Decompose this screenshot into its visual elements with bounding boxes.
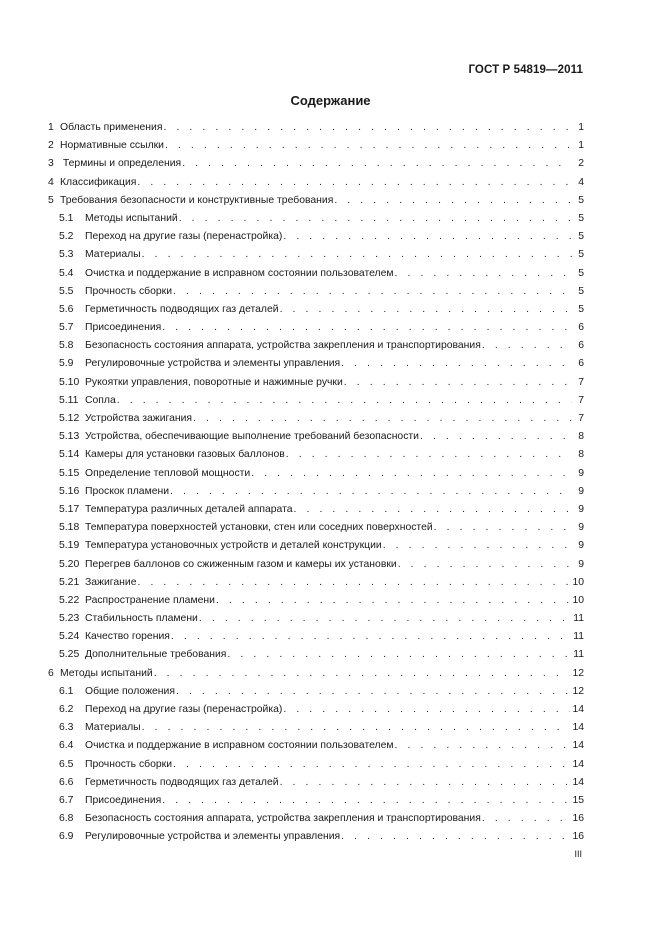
toc-entry-number: 5.20 <box>59 558 80 570</box>
toc-entry-page: 5 <box>578 267 584 279</box>
toc-entry[interactable] <box>48 483 584 501</box>
toc-entry-page: 7 <box>578 376 584 388</box>
toc-entry-page: 9 <box>578 558 584 570</box>
toc-entry-page: 5 <box>578 212 584 224</box>
toc-dot-leader <box>162 792 570 810</box>
toc-entry-page: 1 <box>578 122 584 133</box>
toc-dot-leader <box>398 556 572 574</box>
toc-entry-number: 6.2 <box>59 704 74 715</box>
toc-entry-title: Прочность сборки <box>85 285 173 297</box>
toc-entry-number: 5.5 <box>59 285 74 297</box>
toc-entry-page: 9 <box>578 467 584 479</box>
toc-dot-leader <box>117 392 572 410</box>
toc-entry-title: Область применения <box>60 122 163 133</box>
toc-entry-number: 5.15 <box>59 467 80 479</box>
toc-dot-leader <box>294 501 573 519</box>
toc-entry-number: 5.12 <box>59 413 80 424</box>
toc-entry[interactable] <box>48 155 584 173</box>
toc-dot-leader <box>344 374 572 392</box>
toc-dot-leader <box>199 610 571 628</box>
toc-entry-number: 2 <box>48 140 54 152</box>
toc-entry[interactable] <box>48 119 584 137</box>
toc-entry-number: 5.25 <box>59 649 80 661</box>
toc-entry[interactable] <box>48 556 584 574</box>
toc-entry-page: 6 <box>578 340 584 352</box>
toc-entry-page: 7 <box>578 413 584 424</box>
toc-entry-number: 1 <box>48 122 54 133</box>
toc-entry-page: 5 <box>578 303 584 315</box>
toc-entry-number: 5.8 <box>59 340 74 352</box>
toc-entry[interactable] <box>48 828 584 846</box>
toc-entry[interactable] <box>48 265 584 283</box>
toc-entry-page: 16 <box>572 813 584 825</box>
toc-entry-number: 5.2 <box>59 231 74 243</box>
toc-entry-number: 5.9 <box>59 358 74 370</box>
toc-entry-number: 5.17 <box>59 503 80 515</box>
toc-entry-page: 10 <box>572 594 584 606</box>
toc-entry-number: 5.16 <box>59 485 80 497</box>
toc-dot-leader <box>193 410 572 428</box>
toc-entry[interactable] <box>48 701 584 719</box>
toc-entry[interactable] <box>48 665 584 683</box>
toc-entry-page: 5 <box>578 285 584 297</box>
toc-entry-page: 9 <box>578 540 584 552</box>
toc-entry-title: Герметичность подводящих газ деталей <box>85 776 279 788</box>
toc-title: Содержание <box>290 93 371 108</box>
toc-entry-page: 8 <box>578 431 584 443</box>
toc-entry-title: Проскок пламени <box>85 485 170 497</box>
toc-entry-number: 6.7 <box>59 794 74 806</box>
toc-entry-title: Безопасность состояния аппарата, устройства закрепления и транспортирования <box>85 340 481 352</box>
toc-entry-title: Рукоятки управления, поворотные и нажимные ручки <box>85 376 343 388</box>
toc-entry[interactable] <box>48 646 584 664</box>
toc-entry-page: 12 <box>572 667 584 679</box>
toc-entry-number: 6.4 <box>59 740 74 752</box>
toc-dot-leader <box>170 483 572 501</box>
toc-entry-title: Стабильность пламени <box>85 613 198 625</box>
toc-entry-title: Устройства зажигания <box>85 413 193 424</box>
toc-entry-title: Общие положения <box>85 685 175 697</box>
toc-entry-page: 14 <box>572 776 584 788</box>
toc-entry-number: 5.10 <box>59 376 80 388</box>
toc-entry-page: 9 <box>578 503 584 515</box>
toc-entry-page: 8 <box>578 449 584 461</box>
toc-entry-number: 6.3 <box>59 722 74 734</box>
toc-entry[interactable] <box>48 337 584 355</box>
toc-dot-leader <box>171 628 571 646</box>
toc-dot-leader <box>283 228 572 246</box>
toc-entry[interactable] <box>48 446 584 464</box>
toc-entry-title: Методы испытаний <box>60 667 153 679</box>
toc-dot-leader <box>341 355 572 373</box>
toc-entry[interactable] <box>48 228 584 246</box>
toc-entry-title: Регулировочные устройства и элементы управления <box>85 358 341 370</box>
toc-entry-page: 6 <box>578 322 584 334</box>
toc-entry[interactable] <box>48 756 584 774</box>
toc-dot-leader <box>173 756 570 774</box>
toc-entry[interactable] <box>48 174 584 192</box>
toc-entry-number: 6.8 <box>59 813 74 825</box>
toc-entry-page: 12 <box>572 685 584 697</box>
toc-entry[interactable] <box>48 501 584 519</box>
toc-dot-leader <box>137 174 572 192</box>
toc-dot-leader <box>142 246 572 264</box>
toc-dot-leader <box>227 646 571 664</box>
toc-entry-page: 14 <box>572 758 584 770</box>
toc-entry-page: 11 <box>573 649 584 661</box>
toc-entry-title: Материалы <box>85 249 141 261</box>
toc-entry-page: 9 <box>578 485 584 497</box>
toc-entry[interactable] <box>48 374 584 392</box>
toc-entry[interactable] <box>48 301 584 319</box>
toc-entry-title: Дополнительные требования <box>85 649 227 661</box>
document-code: ГОСТ Р 54819—2011 <box>468 64 583 76</box>
toc-entry-number: 6.5 <box>59 758 74 770</box>
toc-dot-leader <box>482 810 571 828</box>
toc-dot-leader <box>173 283 572 301</box>
toc-entry-number: 5.6 <box>59 303 74 315</box>
toc-entry-page: 5 <box>578 194 584 206</box>
toc-entry[interactable] <box>48 319 584 337</box>
toc-entry-title: Температура различных деталей аппарата <box>85 503 293 515</box>
toc-entry-title: Присоединения <box>85 794 162 806</box>
toc-entry-title: Присоединения <box>85 322 162 334</box>
toc-entry-number: 5.22 <box>59 594 80 606</box>
toc-entry[interactable] <box>48 592 584 610</box>
toc-entry-title: Требования безопасности и конструктивные требования <box>60 194 334 206</box>
toc-dot-leader <box>179 210 572 228</box>
toc-dot-leader <box>286 446 572 464</box>
toc-dot-leader <box>383 537 572 555</box>
toc-entry[interactable] <box>48 519 584 537</box>
toc-entry[interactable] <box>48 574 584 592</box>
toc-entry-number: 6.6 <box>59 776 74 788</box>
toc-entry-page: 7 <box>578 394 584 406</box>
toc-dot-leader <box>280 301 572 319</box>
toc-dot-leader <box>216 592 571 610</box>
toc-dot-leader <box>176 683 570 701</box>
toc-entry[interactable] <box>48 683 584 701</box>
toc-entry-number: 5.21 <box>59 576 80 588</box>
toc-entry[interactable] <box>48 628 584 646</box>
toc-entry-title: Нормативные ссылки <box>60 140 164 152</box>
toc-dot-leader <box>280 774 571 792</box>
toc-entry[interactable] <box>48 392 584 410</box>
toc-entry-number: 5.7 <box>59 322 74 334</box>
toc-entry-number: 5.23 <box>59 613 80 625</box>
toc-dot-leader <box>162 319 572 337</box>
toc-entry-page: 6 <box>578 358 584 370</box>
toc-entry-title: Прочность сборки <box>85 758 173 770</box>
toc-entry-number: 5.14 <box>59 449 80 461</box>
toc-dot-leader <box>163 119 572 137</box>
toc-entry-page: 14 <box>572 704 584 715</box>
toc-entry-number: 5.3 <box>59 249 74 261</box>
toc-entry-page: 14 <box>572 740 584 752</box>
toc-dot-leader <box>154 665 571 683</box>
toc-entry-title: Очистка и поддержание в исправном состоянии пользователем <box>85 740 394 752</box>
toc-entry-page: 11 <box>573 613 584 625</box>
toc-entry-page: 10 <box>572 576 584 588</box>
toc-entry-title: Безопасность состояния аппарата, устройства закрепления и транспортирования <box>85 813 481 825</box>
toc-entry-title: Герметичность подводящих газ деталей <box>85 303 279 315</box>
toc-dot-leader <box>251 465 572 483</box>
toc-entry-page: 4 <box>578 176 584 188</box>
toc-entry-title: Определение тепловой мощности <box>85 467 251 479</box>
toc-entry-page: 11 <box>573 631 584 643</box>
toc-entry-title: Зажигание <box>85 576 137 588</box>
toc-dot-leader <box>142 719 571 737</box>
toc-entry-title: Устройства, обеспечивающие выполнение требований безопасности <box>85 431 419 443</box>
toc-entry[interactable] <box>48 719 584 737</box>
toc-entry-number: 5.1 <box>59 212 74 224</box>
toc-entry-number: 4 <box>48 176 54 188</box>
toc-dot-leader <box>165 137 572 155</box>
toc-entry-page: 1 <box>578 140 584 152</box>
toc-entry-title: Температура установочных устройств и деталей конструкции <box>85 540 382 552</box>
toc-entry[interactable] <box>48 355 584 373</box>
toc-entry-title: Качество горения <box>85 631 170 643</box>
toc-dot-leader <box>434 519 572 537</box>
toc-entry-title: Перегрев баллонов со сжиженным газом и камеры их установки <box>85 558 397 570</box>
toc-entry-number: 6 <box>48 667 54 679</box>
toc-entry-number: 6.1 <box>59 685 74 697</box>
toc-entry-page: 5 <box>578 249 584 261</box>
toc-dot-leader <box>395 737 571 755</box>
toc-entry-title: Переход на другие газы (перенастройка) <box>85 704 283 715</box>
toc-entry[interactable] <box>48 137 584 155</box>
toc-entry-title: Распространение пламени <box>85 594 215 606</box>
toc-entry[interactable] <box>48 610 584 628</box>
toc-entry-title: Переход на другие газы (перенастройка) <box>85 231 283 243</box>
toc-entry-title: Очистка и поддержание в исправном состоянии пользователем <box>85 267 394 279</box>
toc-entry-title: Материалы <box>85 722 141 734</box>
toc-entry[interactable] <box>48 465 584 483</box>
toc-entry-number: 5.13 <box>59 431 80 443</box>
toc-entry-page: 2 <box>578 158 584 170</box>
toc-entry-number: 5.11 <box>59 394 79 406</box>
toc-entry[interactable] <box>48 428 584 446</box>
toc-dot-leader <box>283 701 570 719</box>
toc-entry-number: 3 <box>48 158 54 170</box>
toc-entry[interactable] <box>48 537 584 555</box>
toc-entry-page: 16 <box>572 831 584 843</box>
toc-entry-title: Регулировочные устройства и элементы управления <box>85 831 341 843</box>
toc-dot-leader <box>482 337 572 355</box>
page-number: III <box>574 849 582 859</box>
toc-entry-number: 6.9 <box>59 831 74 843</box>
toc-entry[interactable] <box>48 246 584 264</box>
toc-dot-leader <box>395 265 572 283</box>
toc-entry-title: Методы испытаний <box>85 212 178 224</box>
toc-dot-leader <box>137 574 570 592</box>
toc-entry-page: 15 <box>572 794 584 806</box>
toc-entry-page: 9 <box>578 522 584 534</box>
toc-entry[interactable] <box>48 792 584 810</box>
toc-dot-leader <box>334 192 572 210</box>
toc-entry-page: 14 <box>572 722 584 734</box>
toc-entry-number: 5.18 <box>59 522 80 534</box>
toc-entry-number: 5 <box>48 194 54 206</box>
toc-entry-title: Термины и определения <box>60 158 182 170</box>
toc-entry[interactable] <box>48 192 584 210</box>
toc-entry-title: Камеры для установки газовых баллонов <box>85 449 285 461</box>
toc-entry[interactable] <box>48 210 584 228</box>
toc-entry-number: 5.24 <box>59 631 80 643</box>
toc-dot-leader <box>420 428 572 446</box>
toc-entry-number: 5.4 <box>59 267 74 279</box>
toc-dot-leader <box>341 828 570 846</box>
toc-entry-number: 5.19 <box>59 540 80 552</box>
toc-entry[interactable] <box>48 810 584 828</box>
toc-dot-leader <box>182 155 572 173</box>
toc-entry[interactable] <box>48 737 584 755</box>
toc-entry[interactable] <box>48 283 584 301</box>
toc-entry[interactable] <box>48 410 584 428</box>
toc-entry-title: Классификация <box>60 176 137 188</box>
toc-entry-title: Сопла <box>85 394 116 406</box>
toc-entry-title: Температура поверхностей установки, стен или соседних поверхностей <box>85 522 433 534</box>
toc-list <box>48 119 584 847</box>
toc-entry[interactable] <box>48 774 584 792</box>
toc-entry-page: 5 <box>578 231 584 243</box>
